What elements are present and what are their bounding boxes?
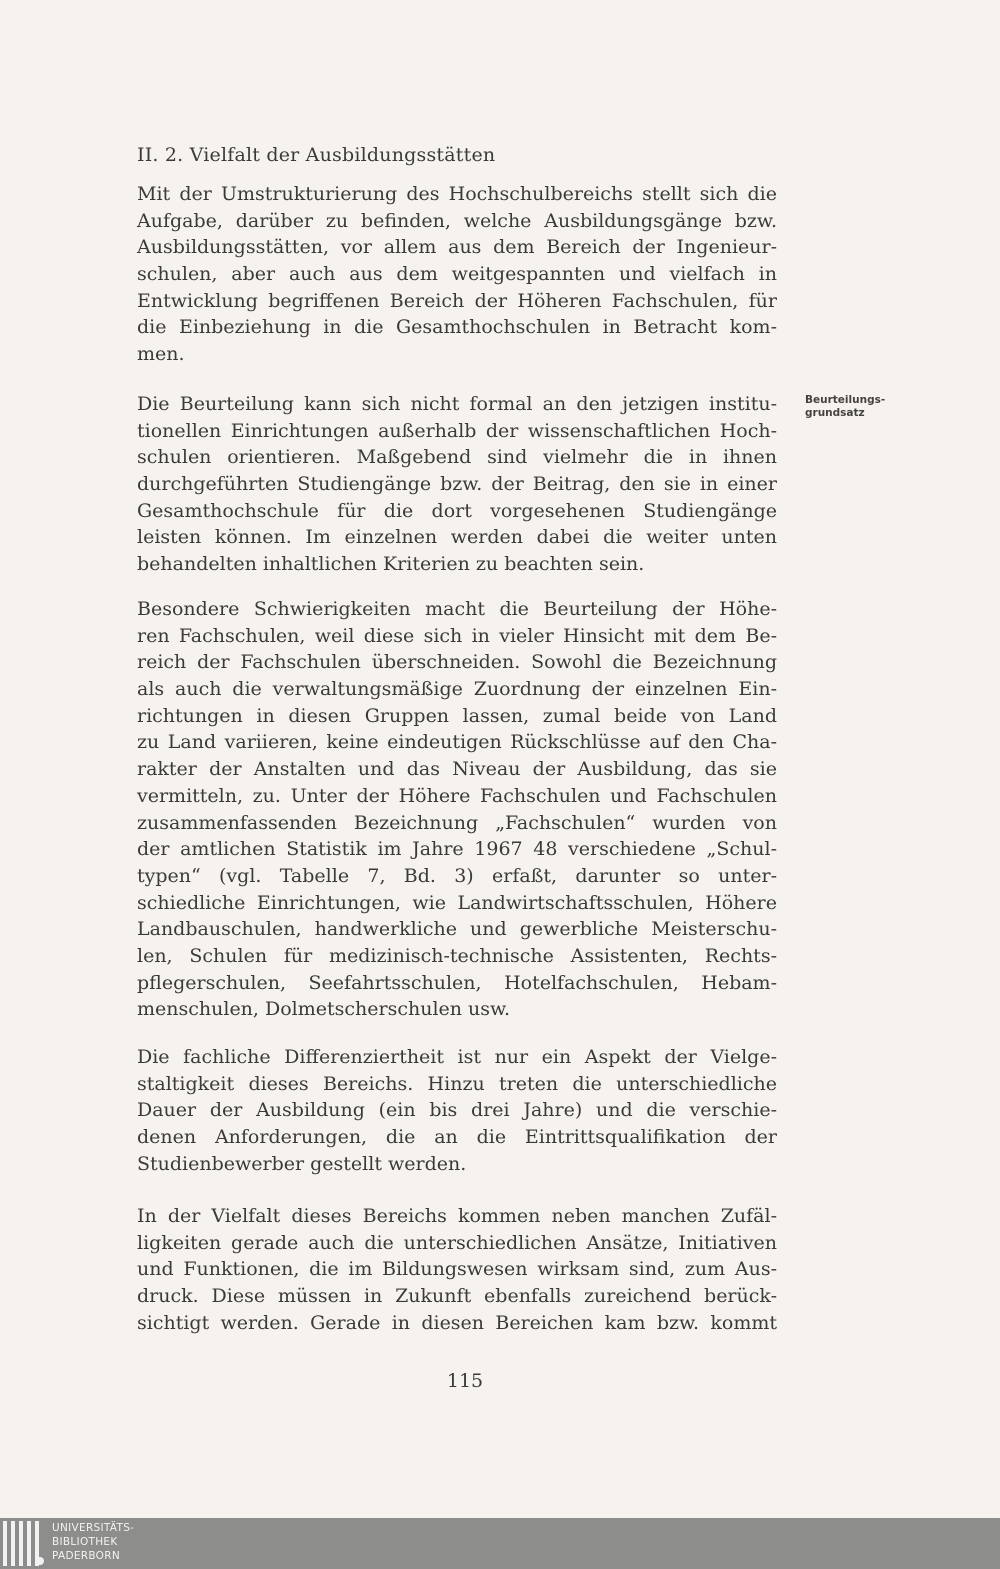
text-line: Entwicklung begriffenen Bereich der Höheren Fachschulen, für [137, 289, 777, 312]
text-line: zusammenfassenden Bezeichnung „Fachschulen“ wurden von [137, 811, 777, 834]
text-line: der amtlichen Statistik im Jahre 1967 48 verschiedene „Schul- [137, 838, 777, 861]
text-line: schulen orientieren. Maßgebend sind vielmehr die in ihnen [137, 446, 777, 469]
text-line: Die fachliche Differenziertheit ist nur ein Aspekt der Vielge- [137, 1046, 777, 1068]
text-line: als auch die verwaltungsmäßige Zuordnung der einzelnen Ein- [137, 678, 777, 701]
text-line: Die Beurteilung kann sich nicht formal an den jetzigen institu- [137, 393, 777, 415]
text-line: durchgeführten Studiengänge bzw. der Beitrag, den sie in einer [137, 473, 777, 496]
library-logo-icon [3, 1521, 39, 1566]
text-line: leisten können. Im einzelnen werden dabei die weiter unten [137, 526, 777, 549]
paragraph-2 [137, 391, 777, 578]
margin-note [805, 394, 885, 420]
text-line: len, Schulen für medizinisch-technische Assistenten, Rechts- [137, 944, 777, 967]
text-line: und Funktionen, die im Bildungswesen wirksam sind, zum Aus- [137, 1258, 777, 1281]
text-line: ligkeiten gerade auch die unterschiedlichen Ansätze, Initiativen [137, 1231, 777, 1254]
text-line: pflegerschulen, Seefahrtsschulen, Hotelfachschulen, Hebam- [137, 971, 777, 994]
text-line: schiedliche Einrichtungen, wie Landwirtschaftsschulen, Höhere [137, 891, 777, 914]
text-line: menschulen, Dolmetscherschulen usw. [137, 998, 511, 1021]
library-name [52, 1521, 134, 1563]
margin-note-line: Beurteilungs- [805, 394, 886, 406]
text-line: In der Vielfalt dieses Bereichs kommen neben manchen Zufäl- [137, 1205, 777, 1227]
text-line: Landbauschulen, handwerkliche und gewerbliche Meisterschu- [137, 918, 777, 941]
paragraph-3 [137, 596, 777, 1023]
text-line: denen Anforderungen, die an die Eintrittsqualifikation der [137, 1126, 777, 1149]
text-line: reich der Fachschulen überschneiden. Sowohl die Bezeichnung [137, 651, 777, 674]
text-line: Aufgabe, darüber zu befinden, welche Ausbildungsgänge bzw. [137, 209, 777, 232]
text-line: ren Fachschulen, weil diese sich in vieler Hinsicht mit dem Be- [137, 624, 777, 647]
text-line: behandelten inhaltlichen Kriterien zu beachten sein. [137, 553, 645, 576]
text-line: Studienbewerber gestellt werden. [137, 1152, 467, 1175]
library-name-line: PADERBORN [52, 1550, 120, 1562]
text-line: richtungen in diesen Gruppen lassen, zumal beide von Land [137, 704, 777, 727]
text-line: men. [137, 343, 185, 366]
text-line: typen“ (vgl. Tabelle 7, Bd. 3) erfaßt, darunter so unter- [137, 864, 777, 887]
paragraph-4 [137, 1044, 777, 1177]
text-line: tionellen Einrichtungen außerhalb der wissenschaftlichen Hoch- [137, 419, 777, 442]
text-line: sichtigt werden. Gerade in diesen Bereichen kam bzw. kommt [137, 1311, 777, 1334]
text-line: rakter der Anstalten und das Niveau der Ausbildung, das sie [137, 758, 777, 781]
library-logo-dot-icon [36, 1557, 44, 1565]
margin-note-line: grundsatz [805, 407, 865, 419]
section-heading: II. 2. Vielfalt der Ausbildungsstätten [137, 144, 496, 166]
page-number: 115 [446, 1370, 484, 1392]
text-line: vermitteln, zu. Unter der Höhere Fachschulen und Fachschulen [137, 784, 777, 807]
library-name-line: BIBLIOTHEK [52, 1536, 118, 1548]
text-line: Gesamthochschule für die dort vorgesehenen Studiengänge [137, 499, 777, 522]
text-line: zu Land variieren, keine eindeutigen Rückschlüsse auf den Cha- [137, 731, 777, 754]
paragraph-5 [137, 1203, 777, 1336]
text-line: druck. Diese müssen in Zukunft ebenfalls zureichend berück- [137, 1285, 777, 1308]
text-line: Dauer der Ausbildung (ein bis drei Jahre) und die verschie- [137, 1099, 777, 1122]
text-line: Besondere Schwierigkeiten macht die Beurteilung der Höhe- [137, 598, 777, 620]
text-line: Ausbildungsstätten, vor allem aus dem Bereich der Ingenieur- [137, 236, 777, 259]
text-line: Mit der Umstrukturierung des Hochschulbereichs stellt sich die [137, 183, 777, 205]
library-footer-bar [0, 1518, 1000, 1569]
paragraph-1 [137, 181, 777, 368]
library-name-line: UNIVERSITÄTS- [52, 1522, 135, 1534]
text-line: die Einbeziehung in die Gesamthochschulen in Betracht kom- [137, 316, 777, 339]
text-line: schulen, aber auch aus dem weitgespannten und vielfach in [137, 263, 777, 286]
text-line: staltigkeit dieses Bereichs. Hinzu treten die unterschiedliche [137, 1072, 777, 1095]
